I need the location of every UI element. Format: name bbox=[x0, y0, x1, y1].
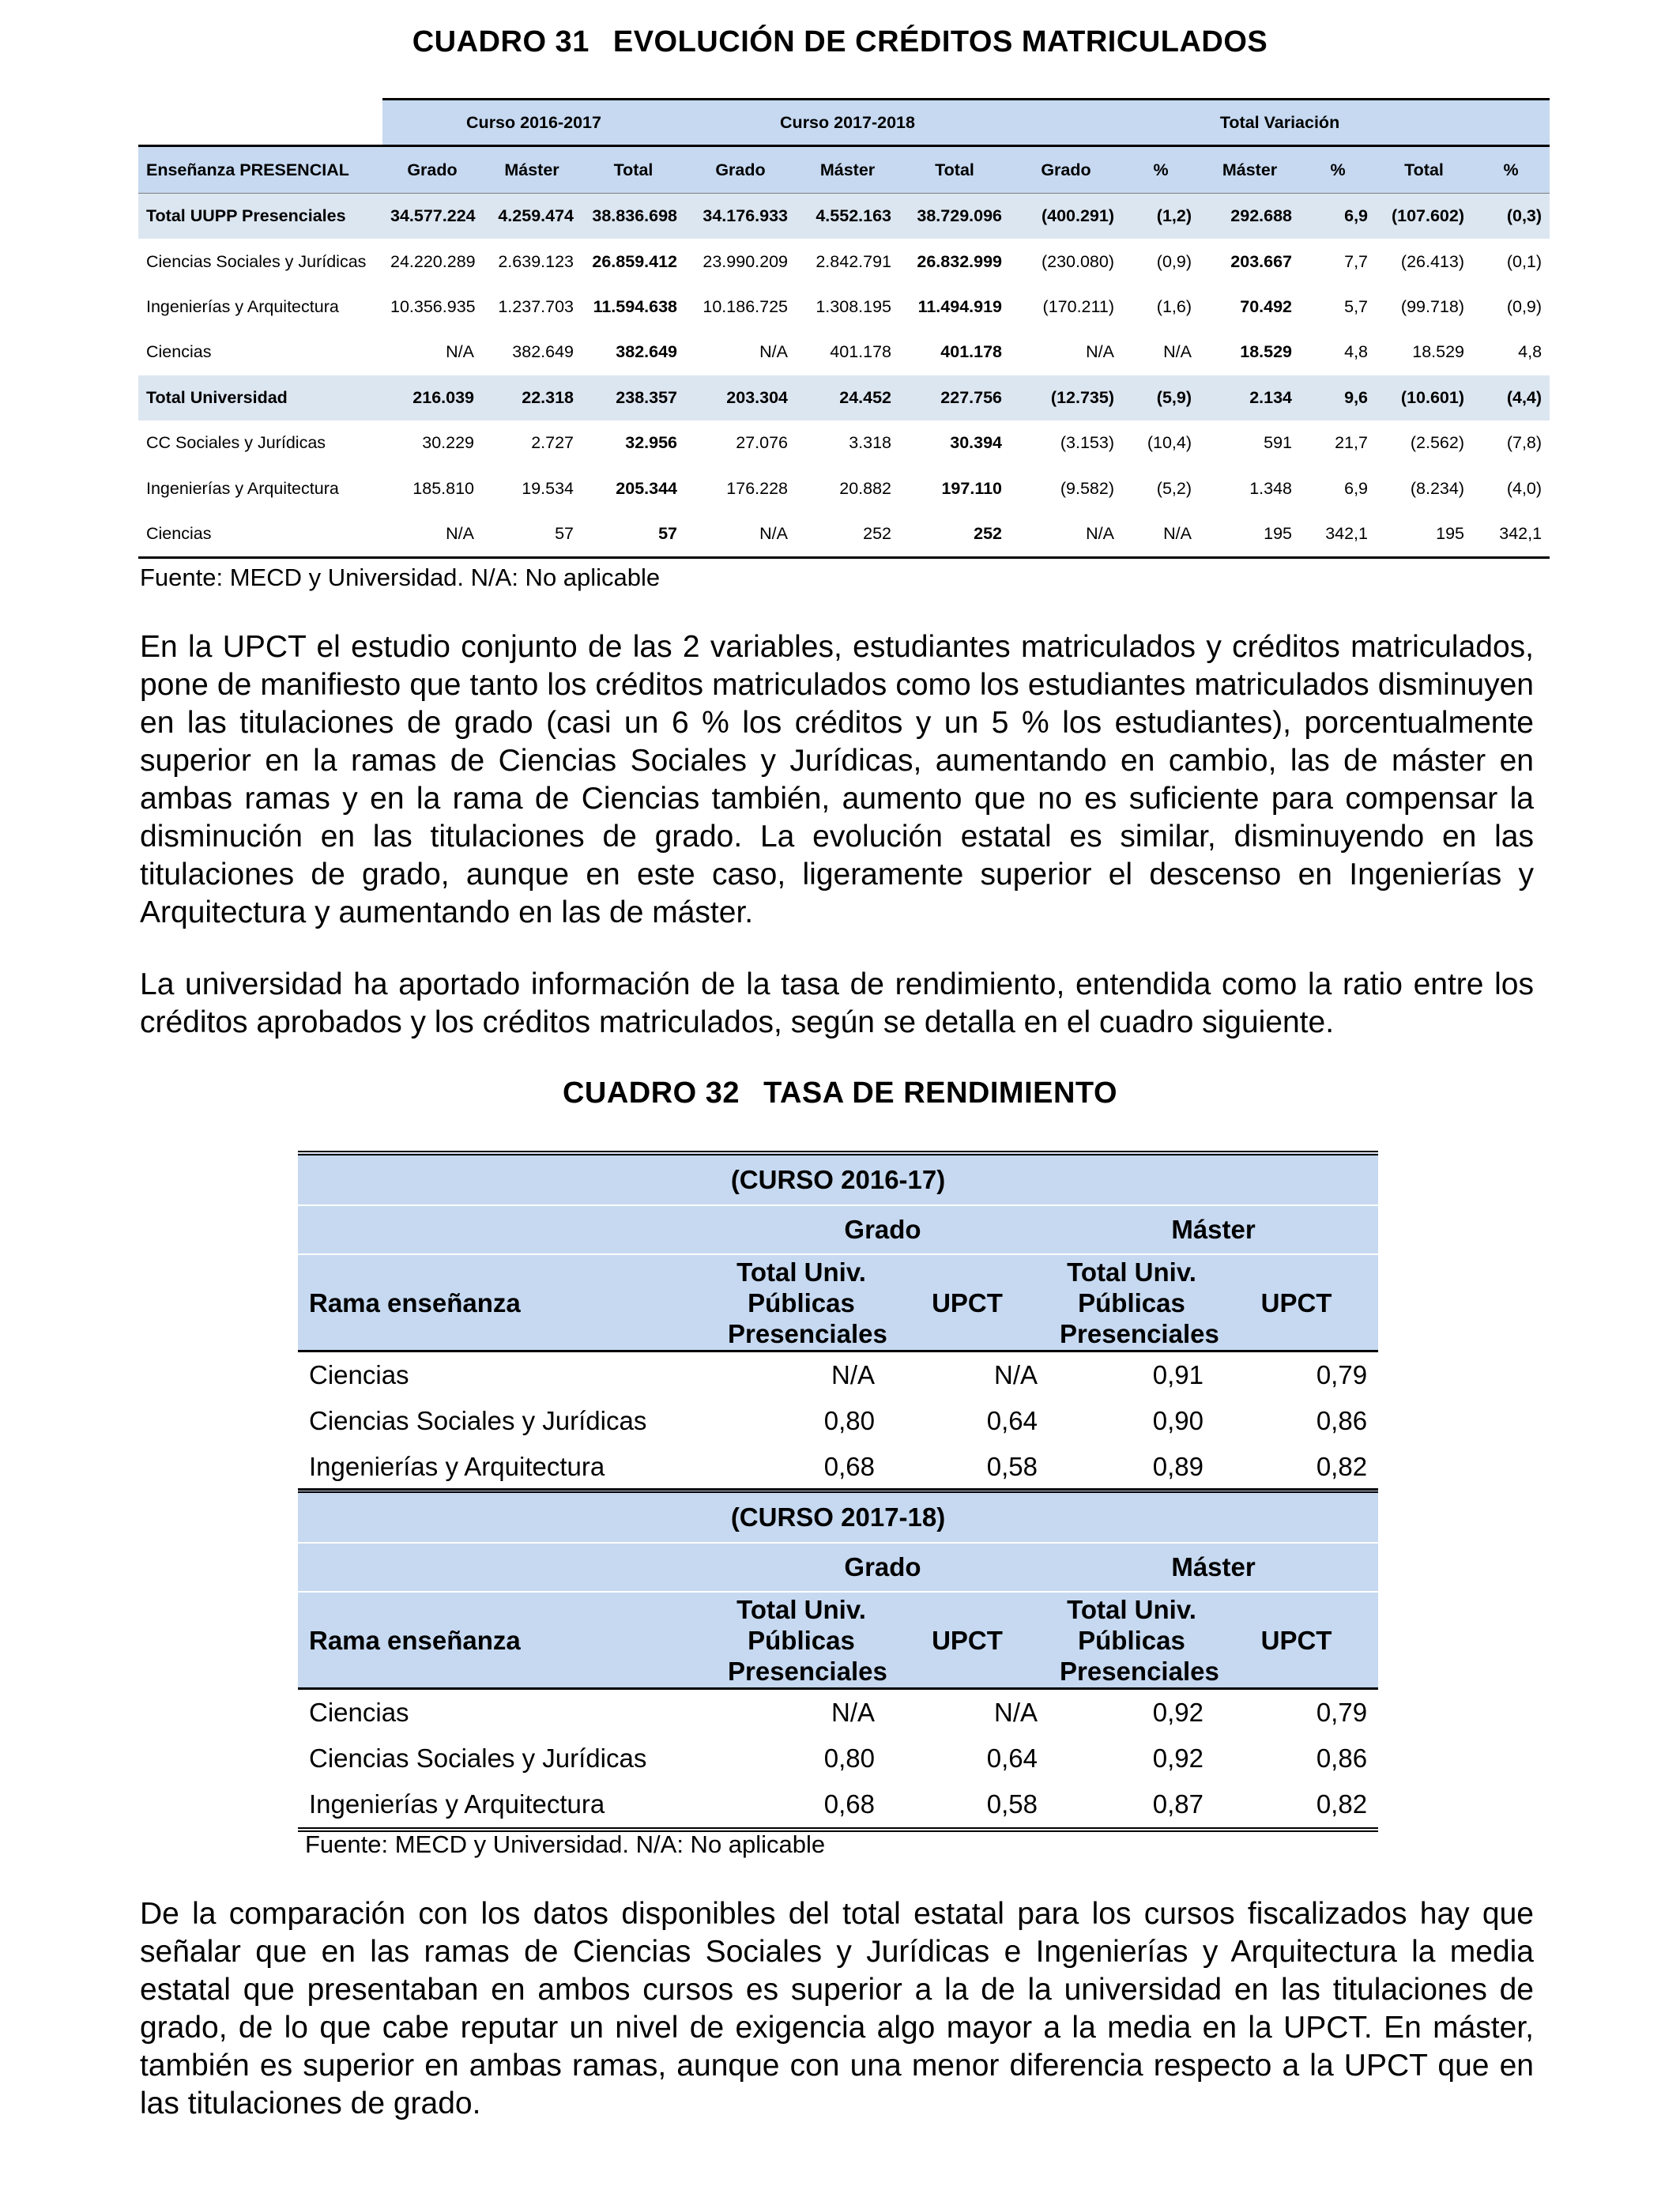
table-cell: (107.602) bbox=[1376, 194, 1472, 239]
table-cell: 2.727 bbox=[531, 433, 574, 453]
table-cell: 7,7 bbox=[1344, 251, 1368, 271]
column-header: Grado bbox=[685, 146, 796, 194]
table-cell: (4,4) bbox=[1472, 375, 1550, 420]
table-cell: 195 bbox=[1200, 511, 1300, 558]
cuadro-32-number: CUADRO 32 bbox=[562, 1076, 740, 1110]
column-header: UPCT bbox=[1215, 1254, 1378, 1351]
table-cell: 0,68 bbox=[717, 1444, 886, 1492]
table-cell: 21,7 bbox=[1335, 433, 1368, 453]
table-cell: N/A bbox=[685, 511, 796, 558]
table-cell: (1,2) bbox=[1122, 194, 1200, 239]
group-master: Máster bbox=[1049, 1543, 1378, 1592]
table-cell: 382.649 bbox=[616, 342, 677, 362]
group-row bbox=[298, 1205, 1378, 1254]
table-cell: N/A bbox=[1163, 342, 1192, 362]
course-caption: (CURSO 2016-17) bbox=[298, 1153, 1378, 1205]
table-cell: 176.228 bbox=[726, 478, 788, 498]
table-cell: 34.577.224 bbox=[382, 194, 482, 239]
table-cell: N/A bbox=[831, 1698, 875, 1727]
table-cell: Total Universidad bbox=[138, 375, 382, 420]
table-cell: (2.562) bbox=[1410, 433, 1464, 453]
table-cell: N/A bbox=[759, 342, 788, 362]
column-header: Grado bbox=[382, 146, 482, 194]
table-cell: 24.220.289 bbox=[390, 251, 476, 271]
table-cell: 11.494.919 bbox=[917, 296, 1002, 316]
column-header: Enseñanza PRESENCIAL bbox=[138, 146, 382, 194]
table-cell: 57 bbox=[582, 511, 685, 558]
table-cell: 0,89 bbox=[1049, 1444, 1215, 1492]
table-cell: Ciencias Sociales y Jurídicas bbox=[309, 1406, 647, 1435]
table-cell: 18.529 bbox=[1412, 342, 1464, 362]
table-cell: 3.318 bbox=[849, 433, 891, 453]
table-cell: 0,82 bbox=[1215, 1781, 1378, 1830]
table-cell: Total UUPP Presenciales bbox=[138, 194, 382, 239]
table-cell: 252 bbox=[796, 511, 899, 558]
paragraph-1: En la UPCT el estudio conjunto de las 2 variables, estudiantes matriculados y créditos matriculados, pone de manifiesto que tanto los créditos matriculados como los estudiantes matriculados disminuyen en las titulaciones de grado (casi un 6 % los créditos y un 5 % los estudiantes), porcentualmente superior en la ramas de Ciencias Sociales y Jurídicas, aumentando en cambio, las de máster en ambas ramas y en la rama de Ciencias también, aumento que no es suficiente para compensar la disminución en las titulaciones de grado. La evolución estatal es similar, disminuyendo en las titulaciones de grado, aunque en este caso, ligeramente superior el descenso en Ingenierías y Arquitectura y aumentando en las de máster. bbox=[140, 630, 1534, 929]
table-cell: 342,1 bbox=[1300, 511, 1376, 558]
cuadro-32-title bbox=[0, 1076, 1680, 1110]
paragraph-3: De la comparación con los datos disponibles del total estatal para los cursos fiscalizados hay que señalar que en las ramas de Ciencias Sociales y Jurídicas e Ingenierías y Arquitectura la media estatal que presentaban en ambos cursos es superior a la de la universidad en las titulaciones de grado, de lo que cabe reputar un nivel de exigencia algo mayor a la media en la UPCT. En máster, también es superior en ambas ramas, aunque con una menor diferencia respecto a la UPCT que en las titulaciones de grado. bbox=[140, 1897, 1534, 2120]
table-cell: 0,58 bbox=[886, 1444, 1049, 1492]
table-cell: 0,80 bbox=[823, 1744, 875, 1773]
course-caption: (CURSO 2017-18) bbox=[298, 1491, 1378, 1543]
column-header: Total Univ. Públicas Presenciales bbox=[1049, 1592, 1215, 1689]
column-header: UPCT bbox=[886, 1592, 1049, 1689]
table-cell: (4,0) bbox=[1506, 478, 1543, 498]
table-row bbox=[138, 285, 1550, 330]
column-header: % bbox=[1300, 146, 1376, 194]
table-cell: (400.291) bbox=[1010, 194, 1122, 239]
group-header: Total Variación bbox=[1010, 100, 1550, 146]
table-cell: 11.594.638 bbox=[593, 296, 677, 316]
table-cell: 30.229 bbox=[422, 433, 474, 453]
table-cell: 382.649 bbox=[512, 342, 574, 362]
column-header: UPCT bbox=[886, 1254, 1049, 1351]
table-cell: 0,91 bbox=[1152, 1360, 1203, 1389]
table-cell: N/A bbox=[993, 1360, 1038, 1389]
table-cell: (1,6) bbox=[1156, 296, 1192, 316]
table-cell: (0,9) bbox=[1156, 251, 1192, 271]
group-master: Máster bbox=[1049, 1205, 1378, 1254]
table-cell: (5,2) bbox=[1156, 478, 1192, 498]
table-cell: 0,90 bbox=[1152, 1406, 1203, 1435]
table-cell: Ciencias bbox=[146, 342, 212, 362]
table-cell: 0,64 bbox=[986, 1406, 1038, 1435]
table-cell: 30.394 bbox=[950, 433, 1002, 453]
blank-header-cell bbox=[138, 100, 382, 146]
cuadro-31-heading: EVOLUCIÓN DE CRÉDITOS MATRICULADOS bbox=[612, 25, 1268, 58]
column-header: Total Univ. Públicas Presenciales bbox=[717, 1254, 886, 1351]
table-cell: 203.304 bbox=[685, 375, 796, 420]
table-row bbox=[138, 420, 1550, 466]
table-cell: 27.076 bbox=[736, 433, 788, 453]
column-header-row bbox=[138, 146, 1550, 194]
table-cell: Ingenierías y Arquitectura bbox=[298, 1781, 717, 1830]
table-cell: 0,86 bbox=[1316, 1406, 1368, 1435]
table-row bbox=[298, 1398, 1378, 1444]
table-cell: (5,9) bbox=[1122, 375, 1200, 420]
table-cell: 6,9 bbox=[1300, 194, 1376, 239]
table-row bbox=[138, 239, 1550, 284]
table-cell: 2.639.123 bbox=[498, 251, 574, 271]
table-cell: 19.534 bbox=[522, 478, 574, 498]
group-row bbox=[298, 1543, 1378, 1592]
group-grado: Grado bbox=[717, 1543, 1049, 1592]
table-cell: 22.318 bbox=[482, 375, 582, 420]
group-header: Curso 2017-2018 bbox=[685, 100, 1010, 146]
table-cell: (0,9) bbox=[1506, 296, 1543, 316]
table-cell: (8.234) bbox=[1410, 478, 1464, 498]
column-header: Máster bbox=[482, 146, 582, 194]
cuadro-31-source: Fuente: MECD y Universidad. N/A: No aplicable bbox=[140, 564, 661, 591]
table-cell: Ingenierías y Arquitectura bbox=[146, 478, 339, 498]
column-header: Total Univ. Públicas Presenciales bbox=[1049, 1254, 1215, 1351]
table-cell: N/A bbox=[1122, 511, 1200, 558]
table-cell: (230.080) bbox=[1041, 251, 1114, 271]
table-cell: 203.667 bbox=[1230, 251, 1292, 271]
cuadro-31-table bbox=[138, 98, 1550, 559]
table-row bbox=[298, 1351, 1378, 1399]
table-cell: 38.836.698 bbox=[582, 194, 685, 239]
table-cell: N/A bbox=[382, 511, 482, 558]
table-cell: 0,68 bbox=[717, 1781, 886, 1830]
table-cell: 4.552.163 bbox=[796, 194, 899, 239]
column-header: Total bbox=[899, 146, 1010, 194]
table-cell: Ciencias Sociales y Jurídicas bbox=[146, 251, 367, 271]
table-cell: 205.344 bbox=[616, 478, 677, 498]
table-row bbox=[298, 1444, 1378, 1492]
table-cell: Ingenierías y Arquitectura bbox=[298, 1444, 717, 1492]
table-cell: 57 bbox=[482, 511, 582, 558]
course-caption-row bbox=[298, 1491, 1378, 1543]
table-cell: N/A bbox=[446, 342, 474, 362]
table-cell: 292.688 bbox=[1200, 194, 1300, 239]
cuadro-32-source: Fuente: MECD y Universidad. N/A: No aplicable bbox=[305, 1830, 826, 1858]
cuadro-32-table-2017 bbox=[298, 1488, 1378, 1832]
table-row bbox=[138, 375, 1550, 420]
table-cell: 0,79 bbox=[1316, 1698, 1368, 1727]
table-cell: 10.186.725 bbox=[703, 296, 788, 316]
table-cell: 238.357 bbox=[582, 375, 685, 420]
table-cell: (10.601) bbox=[1376, 375, 1472, 420]
table-cell: (26.413) bbox=[1400, 251, 1464, 271]
column-header: % bbox=[1472, 146, 1550, 194]
table-row bbox=[298, 1781, 1378, 1830]
table-row bbox=[298, 1689, 1378, 1736]
table-cell: 10.356.935 bbox=[390, 296, 476, 316]
table-cell: (7,8) bbox=[1506, 433, 1543, 453]
column-header: Total bbox=[582, 146, 685, 194]
table-row bbox=[138, 511, 1550, 558]
table-cell: 0,87 bbox=[1049, 1781, 1215, 1830]
table-cell: 1.308.195 bbox=[816, 296, 891, 316]
table-cell: 2.134 bbox=[1200, 375, 1300, 420]
table-row bbox=[138, 194, 1550, 239]
table-cell: 227.756 bbox=[899, 375, 1010, 420]
table-cell: 23.990.209 bbox=[703, 251, 788, 271]
column-header-row bbox=[298, 1254, 1378, 1351]
table-cell: 401.178 bbox=[830, 342, 891, 362]
column-header: Rama enseñanza bbox=[298, 1592, 717, 1689]
column-header: Grado bbox=[1010, 146, 1122, 194]
table-cell: 216.039 bbox=[382, 375, 482, 420]
table-row bbox=[298, 1736, 1378, 1781]
blank-cell bbox=[298, 1205, 717, 1254]
table-cell: 401.178 bbox=[940, 342, 1002, 362]
table-cell: 185.810 bbox=[412, 478, 474, 498]
column-header: Total bbox=[1376, 146, 1472, 194]
table-row bbox=[138, 330, 1550, 375]
table-cell: 4.259.474 bbox=[482, 194, 582, 239]
table-cell: 20.882 bbox=[839, 478, 891, 498]
table-cell: (10,4) bbox=[1147, 433, 1192, 453]
table-cell: CC Sociales y Jurídicas bbox=[146, 433, 326, 453]
table-cell: 5,7 bbox=[1344, 296, 1368, 316]
table-cell: 70.492 bbox=[1240, 296, 1292, 316]
table-cell: 1.237.703 bbox=[498, 296, 574, 316]
table-cell: 6,9 bbox=[1344, 478, 1368, 498]
column-header: UPCT bbox=[1215, 1592, 1378, 1689]
table-cell: 4,8 bbox=[1344, 342, 1368, 362]
table-cell: N/A bbox=[831, 1360, 875, 1389]
group-header: Curso 2016-2017 bbox=[382, 100, 685, 146]
table-cell: Ciencias Sociales y Jurídicas bbox=[309, 1744, 647, 1773]
column-header-row bbox=[298, 1592, 1378, 1689]
table-cell: (12.735) bbox=[1010, 375, 1122, 420]
table-cell: N/A bbox=[993, 1698, 1038, 1727]
column-header: Máster bbox=[796, 146, 899, 194]
table-row bbox=[138, 466, 1550, 511]
group-header-row bbox=[138, 100, 1550, 146]
table-cell: 9,6 bbox=[1300, 375, 1376, 420]
blank-cell bbox=[298, 1543, 717, 1592]
table-cell: (0,1) bbox=[1506, 251, 1543, 271]
table-cell: 0,92 bbox=[1152, 1698, 1203, 1727]
table-cell: 0,58 bbox=[886, 1781, 1049, 1830]
cuadro-31-title bbox=[0, 25, 1680, 59]
table-cell: Ciencias bbox=[309, 1698, 409, 1727]
cuadro-32-heading: TASA DE RENDIMIENTO bbox=[763, 1076, 1118, 1110]
table-cell: 34.176.933 bbox=[685, 194, 796, 239]
table-cell: 18.529 bbox=[1240, 342, 1292, 362]
table-cell: (170.211) bbox=[1042, 296, 1114, 316]
table-cell: 38.729.096 bbox=[899, 194, 1010, 239]
table-cell: (99.718) bbox=[1400, 296, 1464, 316]
column-header: % bbox=[1122, 146, 1200, 194]
table-cell: 591 bbox=[1264, 433, 1292, 453]
table-cell: 0,86 bbox=[1316, 1744, 1368, 1773]
table-cell: 195 bbox=[1376, 511, 1472, 558]
table-cell: 32.956 bbox=[625, 433, 677, 453]
column-header: Total Univ. Públicas Presenciales bbox=[717, 1592, 886, 1689]
group-grado: Grado bbox=[717, 1205, 1049, 1254]
table-cell: Ingenierías y Arquitectura bbox=[146, 296, 339, 316]
table-cell: (0,3) bbox=[1472, 194, 1550, 239]
table-cell: 1.348 bbox=[1249, 478, 1292, 498]
course-caption-row bbox=[298, 1153, 1378, 1205]
table-cell: 24.452 bbox=[796, 375, 899, 420]
column-header: Rama enseñanza bbox=[298, 1254, 717, 1351]
column-header: Máster bbox=[1200, 146, 1300, 194]
table-cell: (9.582) bbox=[1060, 478, 1114, 498]
table-cell: N/A bbox=[1086, 342, 1114, 362]
table-cell: Ciencias bbox=[309, 1360, 409, 1389]
table-cell: 2.842.791 bbox=[816, 251, 891, 271]
table-cell: 252 bbox=[899, 511, 1010, 558]
table-cell: 0,64 bbox=[986, 1744, 1038, 1773]
table-cell: N/A bbox=[1010, 511, 1122, 558]
table-cell: 26.859.412 bbox=[592, 251, 677, 271]
cuadro-32-table-2016 bbox=[298, 1151, 1378, 1495]
table-cell: 4,8 bbox=[1518, 342, 1543, 362]
paragraph-2: La universidad ha aportado información de la tasa de rendimiento, entendida como la ratio entre los créditos aprobados y los créditos matriculados, según se detalla en el cuadro siguiente. bbox=[140, 967, 1534, 1039]
table-cell: 0,80 bbox=[823, 1406, 875, 1435]
table-cell: 0,82 bbox=[1215, 1444, 1378, 1492]
table-cell: 197.110 bbox=[941, 478, 1002, 498]
cuadro-31-number: CUADRO 31 bbox=[412, 25, 590, 58]
table-cell: 342,1 bbox=[1472, 511, 1550, 558]
table-cell: 0,79 bbox=[1316, 1360, 1368, 1389]
table-cell: Ciencias bbox=[138, 511, 382, 558]
table-cell: 0,92 bbox=[1152, 1744, 1203, 1773]
table-cell: 26.832.999 bbox=[917, 251, 1002, 271]
table-cell: (3.153) bbox=[1060, 433, 1114, 453]
